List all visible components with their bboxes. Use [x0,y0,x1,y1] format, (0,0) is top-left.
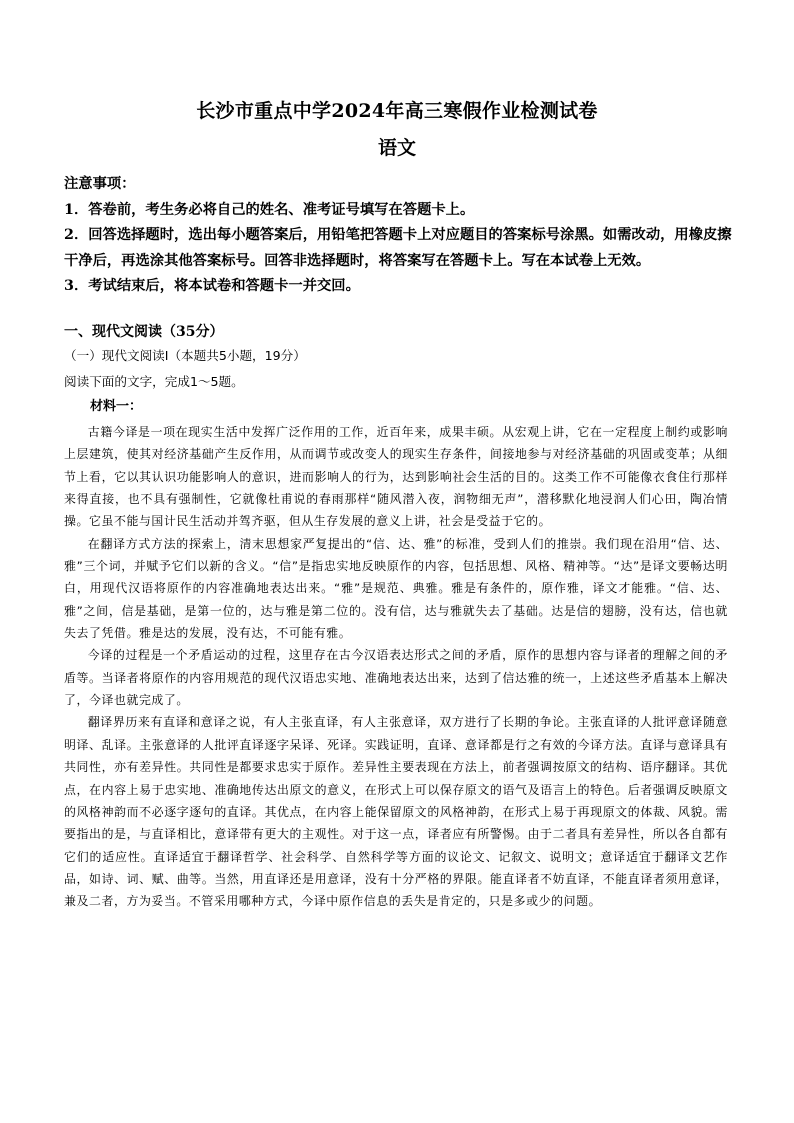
notice-item-2: 2．回答选择题时，选出每小题答案后，用铅笔把答题卡上对应题目的答案标号涂黑。如需改动，用橡皮擦干净后，再选涂其他答案标号。回答非选择题时，将答案写在答题卡上。写在本试卷上无效。 [64,227,732,269]
passage-paragraph-1: 古籍今译是一项在现实生活中发挥广泛作用的工作，近百年来，成果丰硕。从宏观上讲，它在一定程度上制约或影响上层建筑，使其对经济基础产生反作用，从而调节或改变人的现实生存条件，间接地参与对经济基础的巩固或变革；从细节上看，它以其认识功能影响人的意识，进而影响人的行为，达到影响社会生活的目的。这类工作不可能像衣食住行那样来得直接，也不具有强制性，它就像杜甫说的春雨那样“随风潜入夜，润物细无声”，潜移默化地浸润人们心田，陶冶情操。它虽不能与国计民生活动并驾齐驱，但从生存发展的意义上讲，社会是受益于它的。 [64,425,728,529]
passage-body [64,421,728,913]
notice-block [64,172,740,300]
subsection-heading: （一）现代文阅读Ⅰ（本题共5小题，19分） [64,348,306,363]
section-heading: 一、现代文阅读（35分） [64,324,224,340]
notice-item-3: 3．考试结束后，将本试卷和答题卡一并交回。 [64,278,360,294]
passage-paragraph-2: 在翻译方式方法的探索上，清末思想家严复提出的“信、达、雅”的标准，受到人们的推崇。我们现在沿用“信、达、雅”三个词，并赋予它们以新的含义。“信”是指忠实地反映原作的内容，包括思想、风格、精神等。“达”是译文要畅达明白，用现代汉语将原作的内容准确地表达出来。“雅”是规范、典雅。雅是有条件的，原作雅，译文才能雅。“信、达、雅”之间，信是基础，是第一位的，达与雅是第二位的。没有信，达与雅就失去了基础。达是信的翅膀，没有达，信也就失去了凭借。雅是达的发展，没有达，不可能有雅。 [64,536,728,641]
exam-title: 长沙市重点中学2024年高三寒假作业检测试卷 [196,100,598,122]
reading-instruction: 阅读下面的文字，完成1～5题。 [64,374,244,389]
notice-item-1: 1．答卷前，考生务必将自己的姓名、准考证号填写在答题卡上。 [64,201,475,218]
material-label: 材料一： [90,399,143,414]
notice-heading: 注意事项： [64,176,136,192]
passage-paragraph-3: 今译的过程是一个矛盾运动的过程，这里存在古今汉语表达形式之间的矛盾，原作的思想内容与译者的理解之间的矛盾等。当译者将原作的内容用规范的现代汉语忠实地、准确地表达出来，达到了信达雅的统一，上述这些矛盾基本上解决了，今译也就完成了。 [64,648,728,708]
passage-paragraph-4: 翻译界历来有直译和意译之说，有人主张直译，有人主张意译，双方进行了长期的争论。主张直译的人批评意译随意明译、乱译。主张意译的人批评直译逐字呆译、死译。实践证明，直译、意译都是行之有效的今译方法。直译与意译具有共同性，亦有差异性。共同性是都要求忠实于原作。差异性主要表现在方法上，前者强调按原文的结构、语序翻译。其优点，在内容上易于忠实地、准确地传达出原文的意义，在形式上可以保存原文的语气及语言上的特色。后者强调反映原文的风格神韵而不必逐字逐句的直译。其优点，在内容上能保留原文的风格神韵，在形式上易于再现原文的体裁、风貌。需要指出的是，与直译相比，意译带有更大的主观性。对于这一点，译者应有所警惕。由于二者具有差异性，所以各自都有它们的适应性。直译适宜于翻译哲学、社会科学、自然科学等方面的议论文、记叙文、说明文；意译适宜于翻译文艺作品，如诗、词、赋、曲等。当然，用直译还是用意译，没有十分严格的界限。能直译者不妨直译，不能直译者须用意译，兼及二者，方为妥当。不管采用哪种方式，今译中原作信息的丢失是肯定的，只是多或少的问题。 [64,715,728,909]
exam-subject: 语文 [377,137,416,159]
